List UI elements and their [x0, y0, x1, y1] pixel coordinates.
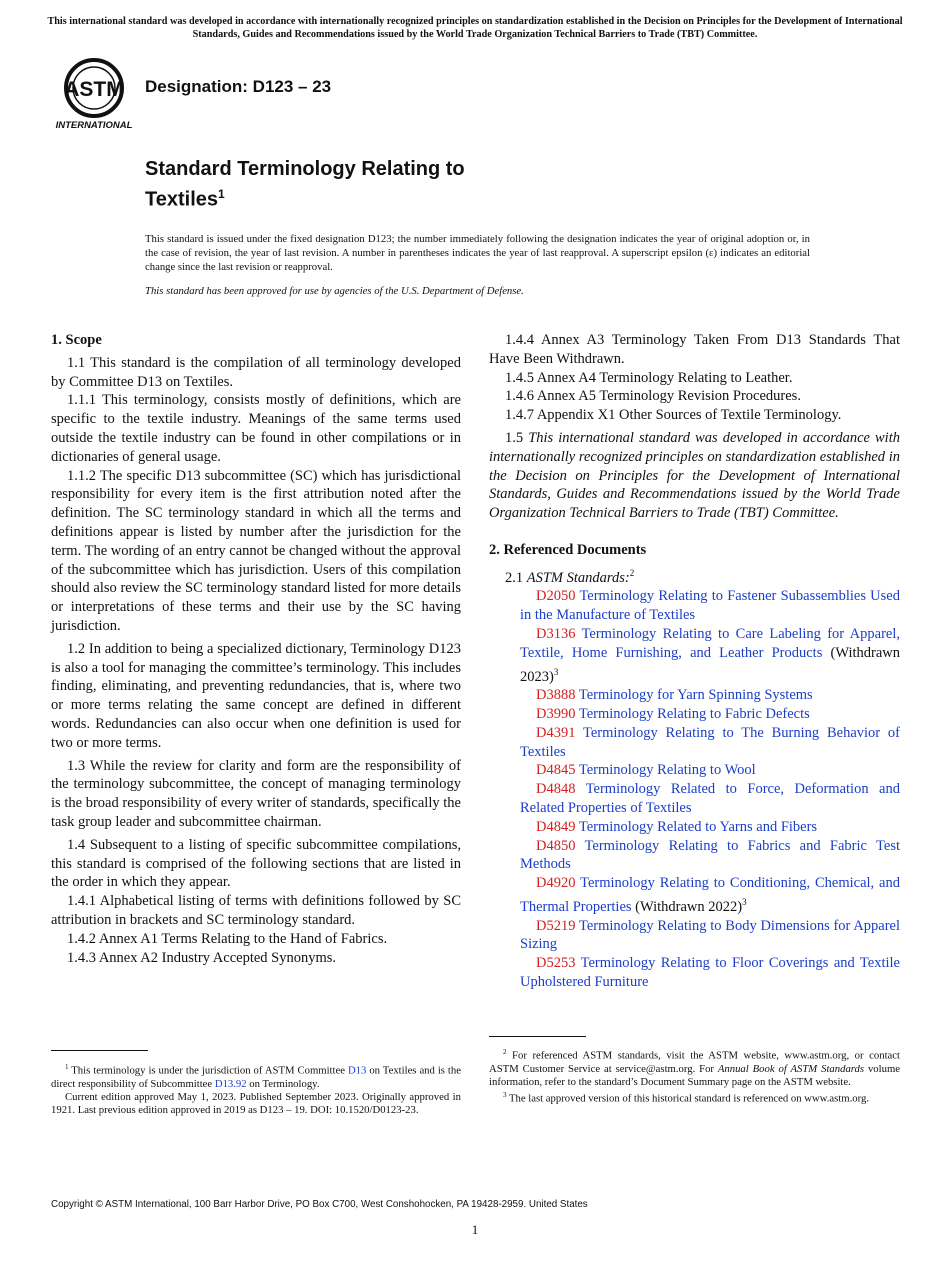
title-line-1: Standard Terminology Relating to: [145, 158, 465, 180]
reference-code-link[interactable]: D4848: [536, 781, 576, 798]
reference-code-link[interactable]: D4845: [536, 762, 576, 779]
section-1-4-4: 1.4.4 Annex A3 Terminology Taken From D13 Standards That Have Been Withdrawn.: [489, 332, 900, 367]
section-1-5: [489, 429, 900, 523]
reference-list: [489, 587, 900, 991]
reference-title-link[interactable]: Terminology for Yarn Spinning Systems: [578, 687, 813, 704]
right-column: [489, 331, 900, 992]
reference-status: (Withdrawn 2023): [520, 644, 900, 685]
section-1-4-7: 1.4.7 Appendix X1 Other Sources of Textile Terminology.: [505, 407, 842, 424]
reference-title-link[interactable]: Terminology Related to Yarns and Fibers: [578, 818, 818, 835]
reference-title-link[interactable]: Terminology Relating to Body Dimensions for Apparel Sizing: [520, 917, 900, 953]
reference-title-link[interactable]: Terminology Relating to Fabrics and Fabric Test Methods: [520, 837, 900, 873]
section-1-5-text: This international standard was developed in accordance with internationally recognized principles on standardization established in the Decision on Principles for the Development of International Standards, Guides and Recommendations issued by the World Trade Organization Technical Barriers to Trade (TBT) Committee.: [489, 429, 900, 522]
designation: Designation: D123 – 23: [145, 77, 332, 96]
footnote-1-edition: Current edition approved May 1, 2023. Published September 2023. Originally approved in 1921. Last previous edition approved in 2019 as D123 – 19. DOI: 10.1520/D0123-23.: [51, 1090, 461, 1117]
reference-footnote-marker: 3: [553, 666, 559, 677]
reference-title-link[interactable]: Terminology Relating to Fastener Subassemblies Used in the Manufacture of Textiles: [520, 588, 900, 624]
section-1-3: 1.3 While the review for clarity and form are the responsibility of the terminology subcommittee, the concept of managing terminology is the broad responsibility of every writer of standards, specifically the task group leader and subcommittee chairman.: [51, 757, 461, 830]
section-1-4-3: 1.4.3 Annex A2 Industry Accepted Synonyms.: [67, 949, 337, 966]
section-1-1-1: 1.1.1 This terminology, consists mostly of definitions, which are specific to the textile industry. Meanings of the same terms used outside the textile industry can be found in other compilations or in dictionaries of general usage.: [51, 392, 461, 465]
reference-item: [489, 917, 900, 955]
reference-item: [489, 587, 900, 625]
reference-footnote-marker: 3: [742, 896, 747, 907]
reference-code-link[interactable]: D4850: [536, 837, 576, 854]
reference-code-link[interactable]: D4391: [536, 724, 576, 741]
section-1-1: 1.1 This standard is the compilation of all terminology developed by Committee D13 on Textiles.: [51, 354, 461, 390]
subheading-footnote-marker: 2: [629, 567, 635, 578]
reference-code-link[interactable]: D3136: [536, 625, 576, 642]
reference-title-link[interactable]: Terminology Related to Force, Deformation and Related Properties of Textiles: [520, 781, 900, 816]
section-1-4: 1.4 Subsequent to a listing of specific subcommittee compilations, this standard is comprised of the following sections that are listed in the order in which they appear.: [51, 836, 461, 891]
title-footnote-marker: 1: [218, 187, 225, 201]
reference-code-link[interactable]: D5253: [536, 955, 576, 972]
issued-note: This standard is issued under the fixed designation D123; the number immediately following the designation indicates the year of original adoption or, in the case of revision, the year of last revision. A number in parentheses indicates the year of last reapproval. A superscript epsilon (ε) indicates an editorial change since the last revision or reapproval.: [145, 233, 810, 273]
section-1-4-5: 1.4.5 Annex A4 Terminology Relating to Leather.: [505, 369, 793, 386]
reference-item: [489, 780, 900, 818]
reference-title-link[interactable]: Terminology Relating to Care Labeling for Apparel, Textile, Home Furnishing, and Leather Products: [520, 625, 900, 661]
reference-item: [489, 686, 900, 705]
logo-text: ASTM: [64, 78, 124, 101]
title-line-2: Textiles: [145, 188, 218, 211]
footnote-3: $^3$ The last approved version of this historical standard is referenced on www.astm.org.: [503, 1091, 869, 1105]
link-d13[interactable]: D13: [347, 1064, 367, 1077]
footnote-divider-right: [489, 1036, 586, 1037]
reference-code-link[interactable]: D5219: [536, 917, 576, 934]
footnotes-right: [489, 1046, 900, 1106]
astm-standards-subheading: [489, 564, 900, 588]
wto-notice: This international standard was developed in accordance with internationally recognized principles on standardization established in the Decision on Principles for the Development of International Standards, Guides and Recommendations issued by the World Trade Organization Technical Barriers to Trade (TBT) Committee.: [47, 16, 903, 40]
reference-status: (Withdrawn 2022): [631, 898, 743, 915]
reference-title-link[interactable]: Terminology Relating to The Burning Behavior of Textiles: [520, 724, 900, 760]
reference-code-link[interactable]: D2050: [536, 588, 576, 605]
reference-item: [489, 818, 900, 837]
reference-item: [489, 625, 900, 686]
reference-code-link[interactable]: D4920: [536, 875, 576, 892]
reference-title-link[interactable]: Terminology Relating to Conditioning, Chemical, and Thermal Properties: [520, 875, 900, 915]
astm-logo: [54, 56, 134, 132]
left-column: [51, 331, 461, 967]
footnotes-left: [51, 1061, 461, 1117]
section-1-1-2: 1.1.2 The specific D13 subcommittee (SC) which has jurisdictional responsibility for every item is the first attribution noted after the definition. The SC terminology standard in which all the terms and definitions appear is listed by number after the jurisdiction for the term. The wording of an entry cannot be changed without the approval of the subcommittee which has jurisdiction. Users of this compilation should also review the SC terminology standard listed for more details or interpretations of these terms and their use by the SC having jurisdiction.: [51, 467, 461, 634]
reference-item: [489, 954, 900, 992]
reference-code-link[interactable]: D4849: [536, 818, 576, 835]
subheading-number: 2.1: [505, 569, 524, 586]
reference-code-link[interactable]: D3990: [536, 706, 576, 722]
refdocs-heading: 2. Referenced Documents: [489, 541, 647, 558]
section-1-5-number: 1.5: [505, 429, 524, 446]
reference-code-link[interactable]: D3888: [536, 687, 576, 704]
section-1-4-1: 1.4.1 Alphabetical listing of terms with definitions followed by SC attribution in brackets and SC terminology standard.: [51, 893, 461, 928]
footnote-1: $^1$ This terminology is under the jurisdiction of ASTM Committee D13 on Textiles and is the direct responsibility of Subcommittee D13.92 on Terminology.: [51, 1063, 461, 1090]
dod-note: This standard has been approved for use by agencies of the U.S. Department of Defense.: [145, 285, 524, 297]
reference-item: [489, 705, 900, 724]
footnote-divider-left: [51, 1050, 148, 1051]
section-1-2: 1.2 In addition to being a specialized dictionary, Terminology D123 is also a tool for managing the committee’s terminology. This includes finding, eliminating, and preventing redundancies, that is, where two or more terms relating the same concept are defined in different words. Redundancies can also occur when one definition is used for two or more terms.: [51, 640, 461, 751]
link-d13-92[interactable]: D13.92: [214, 1077, 247, 1090]
reference-item: [489, 724, 900, 762]
page-title: [145, 157, 565, 213]
reference-title-link[interactable]: Terminology Relating to Floor Coverings and Textile Upholstered Furniture: [520, 955, 900, 990]
section-1-4-6: 1.4.6 Annex A5 Terminology Revision Procedures.: [505, 388, 801, 405]
subheading-label: ASTM Standards:: [526, 569, 630, 586]
section-1-4-2: 1.4.2 Annex A1 Terms Relating to the Hand of Fabrics.: [67, 930, 388, 947]
reference-item: [489, 837, 900, 875]
scope-heading: 1. Scope: [51, 332, 102, 348]
reference-title-link[interactable]: Terminology Relating to Fabric Defects: [578, 706, 810, 722]
footnote-2: $^2$ For referenced ASTM standards, visit the ASTM website, www.astm.org, or contact ASTM Customer Service at service@astm.org. For Annual Book of ASTM Standards volume information, refer to the standard’s Document Summary page on the ASTM website.: [489, 1048, 901, 1088]
reference-item: [489, 874, 900, 916]
reference-item: [489, 761, 900, 780]
copyright: Copyright © ASTM International, 100 Barr Harbor Drive, PO Box C700, West Conshohocken, PA 19428-2959. United States: [51, 1199, 588, 1210]
page-number: 1: [471, 1222, 479, 1237]
logo-caption: INTERNATIONAL: [55, 120, 133, 131]
reference-title-link[interactable]: Terminology Relating to Wool: [578, 762, 756, 779]
